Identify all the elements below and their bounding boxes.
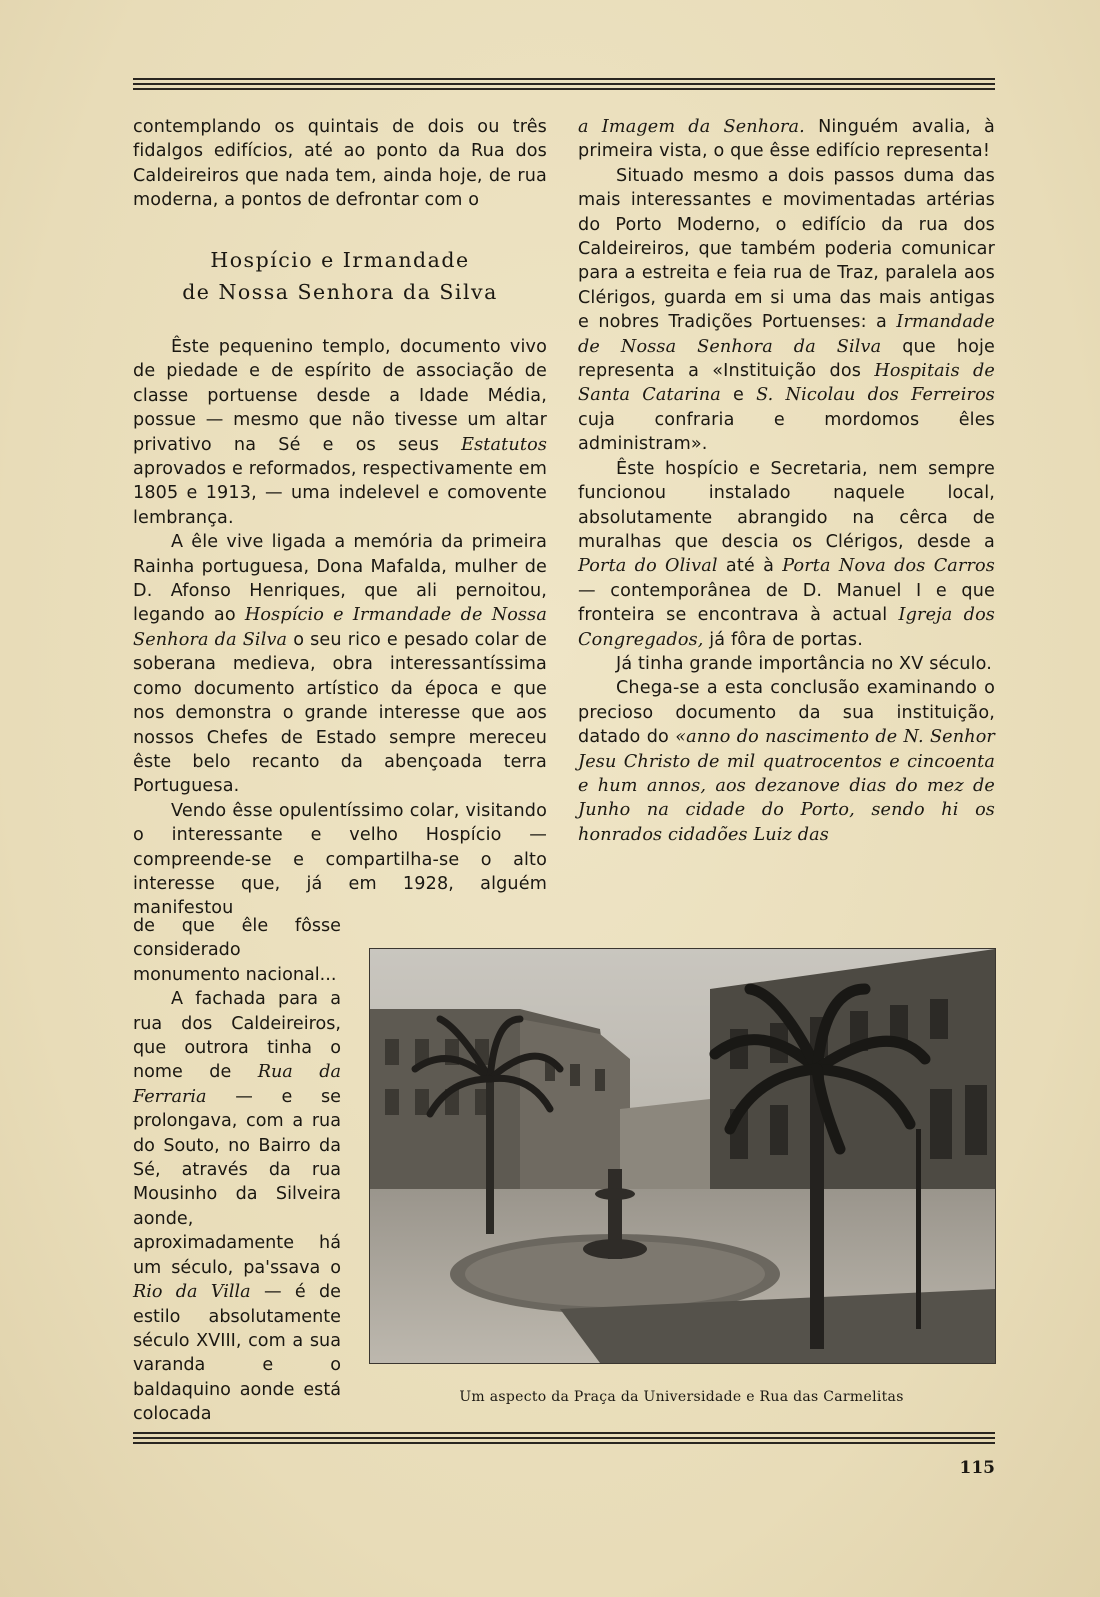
- left-paragraph-4: Vendo êsse opulentíssimo colar, visitando o interessante e velho Hospício — compreende-se e compartilha-se o alto interesse que, já em 1928, alguém manifestou: [133, 800, 547, 919]
- street-photo: [369, 948, 996, 1364]
- right-paragraph-2: Situado mesmo a dois passos duma das mais interessantes e movimentadas artérias do Porto Moderno, o edifício da rua dos Caldeireiros, que também poderia comunicar para a estreita e feia rua de Traz, paralela aos Clérigos, guarda em si uma das mais antigas e nobres Tradições Portuenses: a Irmandade de Nossa Senhora da Silva que hoje representa a «Instituição dos Hospitais de Santa Catarina e S. Nicolau dos Ferreiros cuja confraria e mordomos êles administram».: [578, 165, 996, 455]
- narrow-column: [133, 914, 341, 1427]
- right-column: [578, 115, 995, 847]
- bottom-rule: [133, 1432, 995, 1447]
- heading-line-1: Hospício e Irmandade: [210, 248, 470, 272]
- left-column: [133, 115, 547, 213]
- street-photo-illustration: [370, 949, 995, 1363]
- left-paragraph-3: A êle vive ligada a memória da primeira Rainha portuguesa, Dona Mafalda, mulher de D. Afonso Henriques, que ali pernoitou, legando ao Hospício e Irmandade de Nossa Senhora da Silva o seu rico e pesado colar de soberana medieva, obra interessantíssima como documento artístico da época e que nos demonstra o grande interesse que aos nossos Chefes de Estado sempre mereceu êste belo recanto da abençoada terra Portuguesa.: [133, 532, 548, 797]
- right-paragraph-3: Êste hospício e Secretaria, nem sempre funcionou instalado naquele local, absolutamente abrangido na cêrca de muralhas que descia os Clérigos, desde a Porta do Olival até à Porta Nova dos Carros — contemporânea de D. Manuel I e que fronteira se encontrava à actual Igreja dos Congregados, já fôra de portas.: [578, 458, 995, 650]
- left-paragraph-2: Êste pequenino templo, documento vivo de piedade e de espírito de associação de classe portuense desde a Idade Média, possue — mesmo que não tivesse um altar privativo na Sé e os seus Estatutos aprovados e reformados, respectivamente em 1805 e 1913, — uma indelevel e comovente lembrança.: [133, 337, 547, 528]
- left-paragraph-1: contemplando os quintais de dois ou três fidalgos edifícios, até ao ponto da Rua dos Caldeireiros que nada tem, ainda hoje, de rua moderna, a pontos de defrontar com o: [133, 117, 547, 211]
- narrow-paragraph-2: A fachada para a rua dos Caldeireiros, que outrora tinha o nome de Rua da Ferraria — e se prolongava, com a rua do Souto, no Bairro da Sé, através da rua Mousinho da Silveira aonde, aproximadamente há um século, pa'ssava o Rio da Villa — é de estilo absolutamente século XVIII, com a sua varanda e o baldaquino aonde está colocada: [133, 989, 341, 1425]
- top-rule: [133, 78, 995, 93]
- right-paragraph-4: Já tinha grande importância no XV século.: [616, 653, 992, 674]
- left-column-body: [133, 335, 547, 921]
- page-number: 115: [959, 1458, 995, 1478]
- heading-line-2: de Nossa Senhora da Silva: [182, 280, 498, 304]
- narrow-paragraph-1: de que êle fôsse considerado monumento nacional...: [133, 916, 341, 985]
- section-heading: [133, 244, 547, 308]
- photo-caption: Um aspecto da Praça da Universidade e Rua das Carmelitas: [459, 1389, 904, 1405]
- right-paragraph-5: Chega-se a esta conclusão examinando o precioso documento da sua instituição, datado do «anno do nascimento de N. Senhor Jesu Christo de mil quatrocentos e cincoenta e hum annos, aos dezanove dias do mez de Junho na cidade do Porto, sendo hi os honrados cidadões Luiz das: [578, 678, 995, 845]
- right-paragraph-1: a Imagem da Senhora. Ninguém avalia, à primeira vista, o que êsse edifício representa!: [578, 117, 995, 162]
